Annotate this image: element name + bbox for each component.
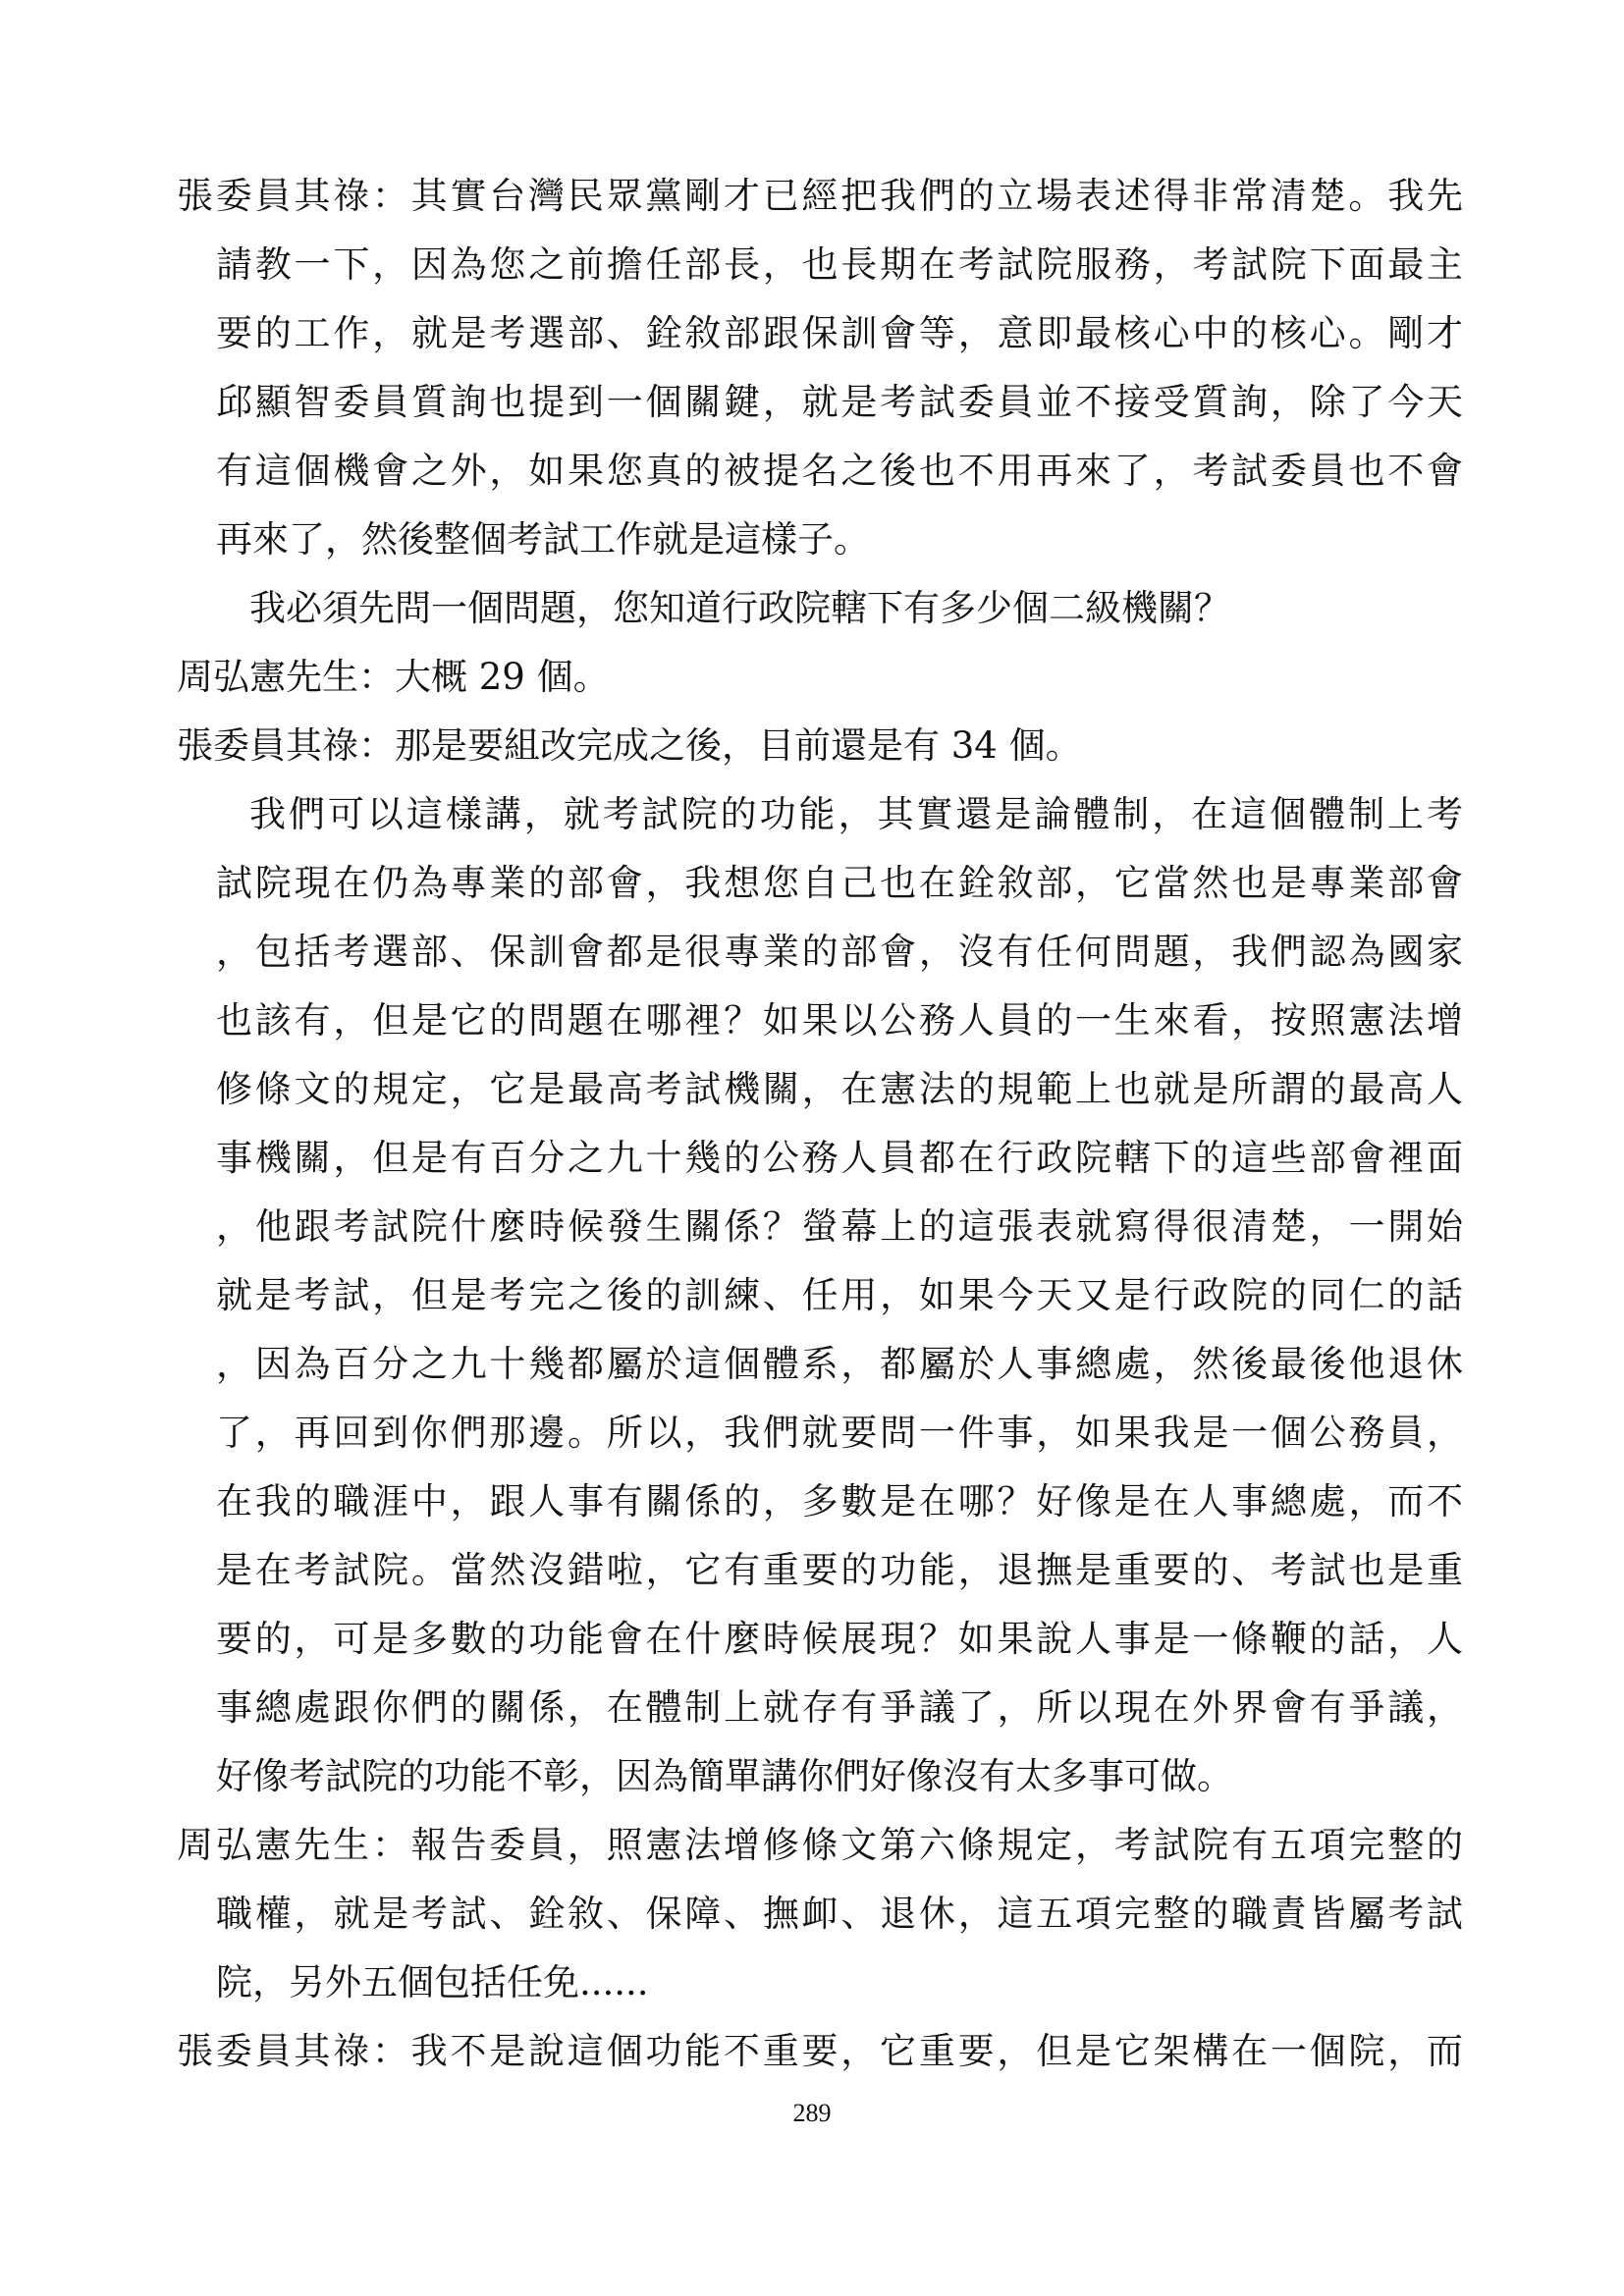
paragraph-line: 我必須先問一個問題，您知道行政院轄下有多少個二級機關？: [249, 587, 1230, 629]
continuation-line: 再來了，然後整個考試工作就是這樣子。: [216, 518, 870, 561]
page-number: 289: [792, 2099, 832, 2127]
continuation-line: 在我的職涯中，跟人事有關係的，多數是在哪？好像是在人事總處，而不: [216, 1480, 1463, 1522]
continuation-line: 也該有，但是它的問題在哪裡？如果以公務人員的一生來看，按照憲法增: [216, 999, 1463, 1041]
paragraph-line: 我們可以這樣講，就考試院的功能，其實還是論體制，在這個體制上考: [249, 793, 1463, 835]
speaker-line: 張委員其祿：其實台灣民眾黨剛才已經把我們的立場表述得非常清楚。我先: [177, 175, 1463, 217]
continuation-line: 職權，就是考試、銓敘、保障、撫卹、退休，這五項完整的職責皆屬考試: [216, 1893, 1463, 1935]
continuation-line: 修條文的規定，它是最高考試機關，在憲法的規範上也就是所謂的最高人: [216, 1068, 1463, 1110]
speaker-line: 張委員其祿：那是要組改完成之後，目前還是有 34 個。: [177, 724, 1082, 767]
continuation-line: 有這個機會之外，如果您真的被提名之後也不用再來了，考試委員也不會: [216, 450, 1463, 492]
continuation-line: 要的工作，就是考選部、銓敘部跟保訓會等，意即最核心中的核心。剛才: [216, 312, 1463, 354]
continuation-line: ，他跟考試院什麼時候發生關係？螢幕上的這張表就寫得很清楚，一開始: [216, 1205, 1463, 1248]
continuation-line: 要的，可是多數的功能會在什麼時候展現？如果說人事是一條鞭的話，人: [216, 1618, 1463, 1660]
continuation-line: 院，另外五個包括任免......: [216, 1961, 649, 2003]
continuation-line: 請教一下，因為您之前擔任部長，也長期在考試院服務，考試院下面最主: [216, 243, 1463, 286]
continuation-line: 好像考試院的功能不彰，因為簡單講你們好像沒有太多事可做。: [216, 1755, 1233, 1797]
continuation-line: 是在考試院。當然沒錯啦，它有重要的功能，退撫是重要的、考試也是重: [216, 1549, 1463, 1591]
continuation-line: 邱顯智委員質詢也提到一個關鍵，就是考試委員並不接受質詢，除了今天: [216, 381, 1463, 423]
continuation-line: ，包括考選部、保訓會都是很專業的部會，沒有任何問題，我們認為國家: [216, 931, 1463, 973]
speaker-line: 張委員其祿：我不是說這個功能不重要，它重要，但是它架構在一個院，而: [177, 2030, 1463, 2072]
continuation-line: 試院現在仍為專業的部會，我想您自己也在銓敘部，它當然也是專業部會: [216, 862, 1463, 904]
continuation-line: 了，再回到你們那邊。所以，我們就要問一件事，如果我是一個公務員，: [216, 1412, 1463, 1454]
speaker-line: 周弘憲先生：報告委員，照憲法增修條文第六條規定，考試院有五項完整的: [177, 1824, 1463, 1866]
continuation-line: 事機關，但是有百分之九十幾的公務人員都在行政院轄下的這些部會裡面: [216, 1137, 1463, 1179]
speaker-line: 周弘憲先生：大概 29 個。: [177, 656, 610, 698]
continuation-line: 就是考試，但是考完之後的訓練、任用，如果今天又是行政院的同仁的話: [216, 1274, 1463, 1316]
transcript-body: [177, 162, 1463, 2086]
continuation-line: ，因為百分之九十幾都屬於這個體系，都屬於人事總處，然後最後他退休: [216, 1343, 1463, 1385]
continuation-line: 事總處跟你們的關係，在體制上就存有爭議了，所以現在外界會有爭議，: [216, 1686, 1463, 1729]
